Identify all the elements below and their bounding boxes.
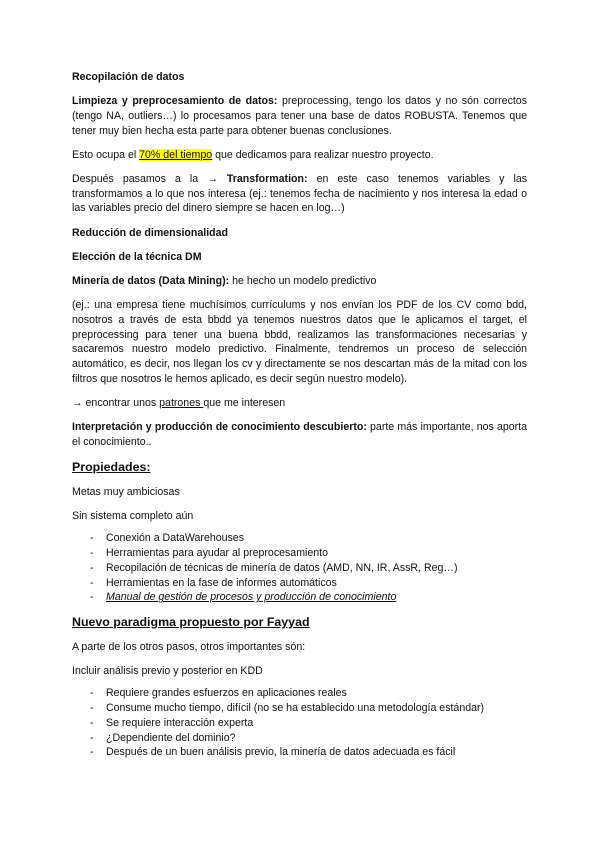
term-transformation: Transformation: [226, 173, 308, 186]
bullet-dash: - [90, 687, 94, 700]
list-item-text: Después de un buen análisis previo, la minería de datos adecuada es fácil [106, 746, 456, 759]
list-item-text: Herramientas para ayudar al preprocesamiento [106, 547, 328, 560]
paragraph-tiempo [72, 148, 527, 163]
text-tiempo-pre: Esto ocupa el [72, 148, 140, 161]
bullet-dash: - [90, 702, 94, 715]
text-transform-pre: Después pasamos a la → [72, 173, 227, 186]
list-item [72, 531, 527, 546]
text-limpieza: preprocessing, tengo los datos y no són correctos (tengo NA, outliers…) lo procesamos para tener una base de datos ROBUSTA. Tenemos que tener muy bien hecha esta parte para obtener buenas conclusiones. [72, 95, 528, 137]
bullet-dash: - [90, 576, 94, 589]
bullet-dash: - [90, 532, 94, 545]
list-item-text: Conexión a DataWarehouses [106, 532, 244, 545]
paragraph-incluir-analisis: Incluir análisis previo y posterior en KDD [72, 665, 263, 678]
bullet-dash: - [90, 547, 94, 560]
paragraph-transformation [72, 172, 527, 216]
list-item-text: Consume mucho tiempo, difícil (no se ha establecido una metodología estándar) [106, 702, 485, 715]
properties-list [72, 531, 527, 605]
bullet-dash: - [90, 746, 94, 759]
heading-eleccion: Elección de la técnica DM [72, 250, 202, 263]
paragraph-patrones [72, 396, 527, 411]
highlight-70-percent: 70% del tiempo [139, 148, 213, 161]
list-item-text: ¿Dependiente del dominio? [106, 731, 236, 744]
paragraph-interpretacion [72, 420, 527, 449]
bullet-dash: - [90, 561, 94, 574]
paragraph-metas: Metas muy ambiciosas [72, 486, 180, 499]
text-interpretacion: parte más importante, nos aporta el conocimiento.. [72, 421, 527, 448]
list-item [72, 701, 527, 716]
term-limpieza: Limpieza y preprocesamiento de datos: [72, 95, 278, 108]
paragraph-mineria [72, 274, 527, 289]
text-patrones-pre: → encontrar unos [72, 396, 160, 409]
bullet-dash: - [90, 716, 94, 729]
list-item [72, 590, 527, 605]
text-mineria: he hecho un modelo predictivo [229, 275, 377, 288]
heading-reduccion: Reducción de dimensionalidad [72, 226, 228, 239]
list-item [72, 716, 527, 731]
text-tiempo-post: que dedicamos para realizar nuestro proyecto. [212, 148, 434, 161]
bullet-dash: - [90, 731, 94, 744]
paragraph-sin-sistema: Sin sistema completo aún [72, 510, 194, 523]
list-item [72, 546, 527, 561]
list-item-text-manual: Manual de gestión de procesos y producción de conocimiento [106, 591, 397, 604]
list-item [72, 731, 527, 746]
list-item [72, 561, 527, 576]
bullet-dash: - [90, 591, 94, 604]
paradigm-list [72, 686, 527, 760]
paragraph-ejemplo: (ej.: una empresa tiene muchísimos currículums y nos envían los PDF de los CV como bdd, nosotros a través de esta bbdd ya tenemos nuestros datos que le aplicamos el target, el preprocessing para tener una buena bbdd, realizamos las transformaciones necesarias y sacaremos nuestro modelo predictivo. Finalmente, tendremos un proceso de selección automático, es decir, nos llegan los cv y directamente se nos descartan más de la mitad con los filtros que nosotros le hemos aplicado, es decir según nuestro modelo). [72, 299, 527, 385]
document-body [72, 70, 527, 769]
term-patrones: patrones [159, 396, 204, 409]
text-transformation: en este caso tenemos variables y las transformamos a lo que nos interesa (ej.: tenemos fecha de nacimiento y nos interesa la edad o las variables precio del dinero siempre se hacen en log…) [72, 173, 528, 215]
list-item [72, 745, 527, 760]
list-item [72, 576, 527, 591]
list-item [72, 686, 527, 701]
list-item-text: Herramientas en la fase de informes automáticos [106, 576, 337, 589]
paragraph-limpieza [72, 94, 527, 138]
term-interpretacion: Interpretación y producción de conocimiento descubierto: [72, 421, 367, 434]
list-item-text: Se requiere interacción experta [106, 716, 254, 729]
list-item-text: Recopilación de técnicas de minería de datos (AMD, NN, IR, AssR, Reg…) [106, 561, 458, 574]
text-patrones-post: que me interesen [203, 396, 286, 409]
term-mineria: Minería de datos (Data Mining): [72, 275, 230, 288]
list-item-text: Requiere grandes esfuerzos en aplicaciones reales [106, 687, 347, 700]
heading-propiedades: Propiedades: [72, 460, 151, 475]
paragraph-otros-pasos: A parte de los otros pasos, otros importantes són: [72, 640, 306, 653]
heading-recopilacion: Recopilación de datos [72, 71, 185, 83]
heading-nuevo-paradigma: Nuevo paradigma propuesto por Fayyad [72, 614, 310, 629]
